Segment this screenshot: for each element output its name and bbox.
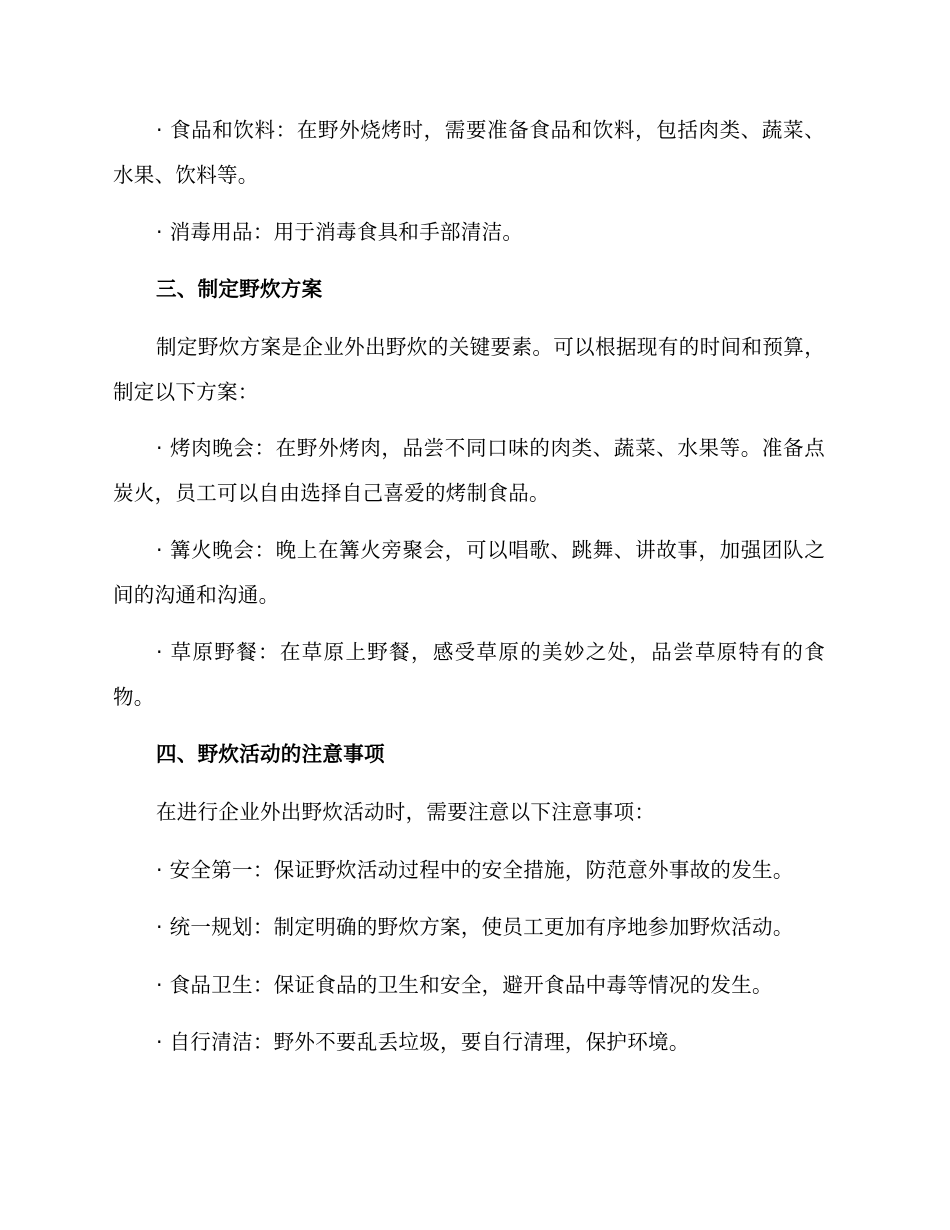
bullet-grassland-picnic: · 草原野餐：在草原上野餐，感受草原的美妙之处，品尝草原特有的食物。 — [113, 640, 825, 709]
section-4-intro: 在进行企业外出野炊活动时，需要注意以下注意事项： — [156, 800, 656, 824]
bullet-self-cleaning: · 自行清洁：野外不要乱丢垃圾，要自行清理，保护环境。 — [156, 1030, 690, 1054]
section-3-intro: 制定野炊方案是企业外出野炊的关键要素。可以根据现有的时间和预算，制定以下方案： — [113, 335, 825, 404]
section-heading-4: 四、野炊活动的注意事项 — [156, 742, 385, 766]
bullet-unified-planning: · 统一规划：制定明确的野炊方案，使员工更加有序地参加野炊活动。 — [156, 915, 794, 939]
bullet-food-and-drinks: · 食品和饮料：在野外烧烤时，需要准备食品和饮料，包括肉类、蔬菜、水果、饮料等。 — [113, 118, 825, 187]
bullet-bbq-party: · 烤肉晚会：在野外烤肉，品尝不同口味的肉类、蔬菜、水果等。准备点炭火，员工可以自由选择自己喜爱的烤制食品。 — [113, 436, 825, 505]
bullet-food-hygiene: · 食品卫生：保证食品的卫生和安全，避开食品中毒等情况的发生。 — [156, 973, 773, 997]
bullet-safety-first: · 安全第一：保证野炊活动过程中的安全措施，防范意外事故的发生。 — [156, 858, 794, 882]
bullet-disinfection-supplies: · 消毒用品：用于消毒食具和手部清洁。 — [156, 220, 524, 244]
bullet-bonfire-party: · 篝火晚会：晚上在篝火旁聚会，可以唱歌、跳舞、讲故事，加强团队之间的沟通和沟通。 — [113, 538, 825, 607]
section-heading-3: 三、制定野炊方案 — [156, 277, 323, 301]
